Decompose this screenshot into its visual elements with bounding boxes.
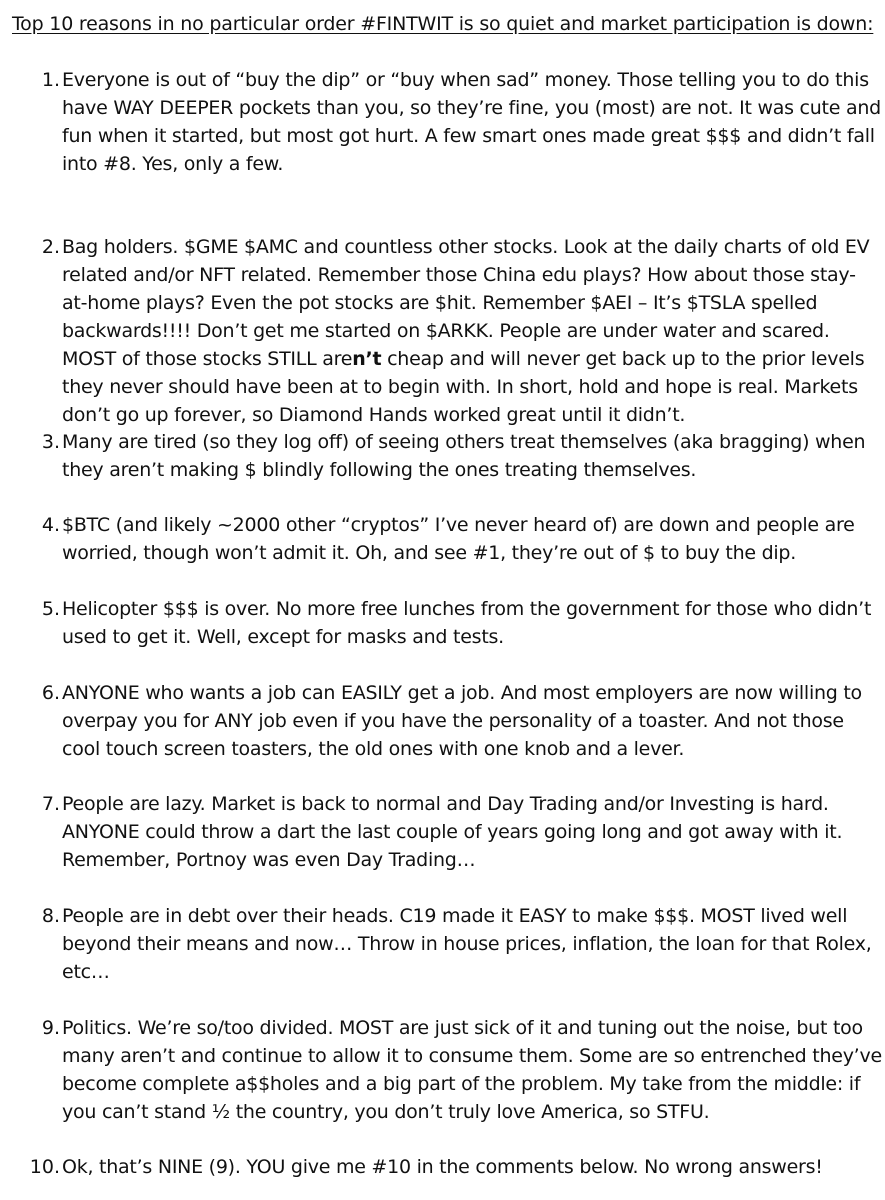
- list-item-number: 7.: [41, 793, 60, 815]
- text-line: overpay you for ANY job even if you have the personality of a toaster. And not those: [62, 710, 844, 732]
- text-line: they aren’t making $ blindly following the ones treating themselves.: [62, 459, 697, 481]
- text-line: People are in debt over their heads. C19 made it EASY to make $$$. MOST lived well: [62, 905, 848, 927]
- text-line: worried, though won’t admit it. Oh, and see #1, they’re out of $ to buy the dip.: [62, 542, 797, 564]
- text-line: Ok, that’s NINE (9). YOU give me #10 in the comments below. No wrong answers!: [62, 1156, 823, 1178]
- list-item-number: 6.: [41, 682, 60, 704]
- list-item-text: [62, 679, 885, 763]
- text-line-suffix: cheap and will never get back up to the prior levels: [381, 348, 865, 370]
- text-line: have WAY DEEPER pockets than you, so they’re fine, you (most) are not. It was cute and: [62, 97, 881, 119]
- text-line: People are lazy. Market is back to normal and Day Trading and/or Investing is hard.: [62, 793, 829, 815]
- text-line: etc…: [62, 961, 110, 983]
- text-line: become complete a$$holes and a big part of the problem. My take from the middle: if: [62, 1073, 861, 1095]
- list-item-text: [62, 511, 885, 567]
- text-line: Politics. We’re so/too divided. MOST are just sick of it and tuning out the noise, but too: [62, 1017, 863, 1039]
- list-item-text: [62, 1014, 885, 1126]
- text-line: they never should have been at to begin with. In short, hold and hope is real. Markets: [62, 376, 858, 398]
- list-item-number: 10.: [29, 1156, 60, 1178]
- text-line: related and/or NFT related. Remember those China edu plays? How about those stay-: [62, 264, 856, 286]
- text-line: [62, 345, 885, 373]
- bold-emphasis: n’t: [352, 348, 382, 370]
- text-line: backwards!!!! Don’t get me started on $ARKK. People are under water and scared.: [62, 320, 830, 342]
- text-line: into #8. Yes, only a few.: [62, 153, 284, 175]
- page-title: Top 10 reasons in no particular order #FINTWIT is so quiet and market participation is down:: [12, 13, 874, 35]
- text-line: Everyone is out of “buy the dip” or “buy when sad” money. Those telling you to do this: [62, 69, 869, 91]
- text-line: don’t go up forever, so Diamond Hands worked great until it didn’t.: [62, 404, 686, 426]
- list-item-number: 5.: [41, 598, 60, 620]
- text-line: Helicopter $$$ is over. No more free lunches from the government for those who didn’t: [62, 598, 872, 620]
- list-item-number: 2.: [41, 236, 60, 258]
- text-line: $BTC (and likely ~2000 other “cryptos” I’ve never heard of) are down and people are: [62, 514, 855, 536]
- text-line: Bag holders. $GME $AMC and countless other stocks. Look at the daily charts of old EV: [62, 236, 870, 258]
- list-item-number: 9.: [41, 1017, 60, 1039]
- text-line: cool touch screen toasters, the old ones with one knob and a lever.: [62, 738, 685, 760]
- text-line: Remember, Portnoy was even Day Trading…: [62, 849, 476, 871]
- list-item-number: 8.: [41, 905, 60, 927]
- text-line: fun when it started, but most got hurt. A few smart ones made great $$$ and didn’t fall: [62, 125, 875, 147]
- text-line: beyond their means and now… Throw in house prices, inflation, the loan for that Rolex,: [62, 933, 872, 955]
- text-line: Many are tired (so they log off) of seeing others treat themselves (aka bragging) when: [62, 431, 866, 453]
- list-item-text: [62, 902, 885, 986]
- list-item-number: 1.: [41, 69, 60, 91]
- list-item-text: [62, 1153, 885, 1181]
- text-line: ANYONE could throw a dart the last couple of years going long and got away with it.: [62, 821, 843, 843]
- list-item-text: [62, 790, 885, 874]
- list-item-text: [62, 595, 885, 651]
- list-item-text: [62, 66, 885, 178]
- list-item-text: [62, 428, 885, 484]
- text-line: many aren’t and continue to allow it to consume them. Some are so entrenched they’ve: [62, 1045, 882, 1067]
- text-line: ANYONE who wants a job can EASILY get a job. And most employers are now willing to: [62, 682, 862, 704]
- list-item-number: 4.: [41, 514, 60, 536]
- list-item-number: 3.: [41, 431, 60, 453]
- text-line: used to get it. Well, except for masks and tests.: [62, 626, 504, 648]
- text-line: at-home plays? Even the pot stocks are $hit. Remember $AEI – It’s $TSLA spelled: [62, 292, 818, 314]
- text-line: you can’t stand ½ the country, you don’t truly love America, so STFU.: [62, 1101, 710, 1123]
- list-item-text: [62, 233, 885, 429]
- text-line-prefix: MOST of those stocks STILL are: [62, 348, 353, 370]
